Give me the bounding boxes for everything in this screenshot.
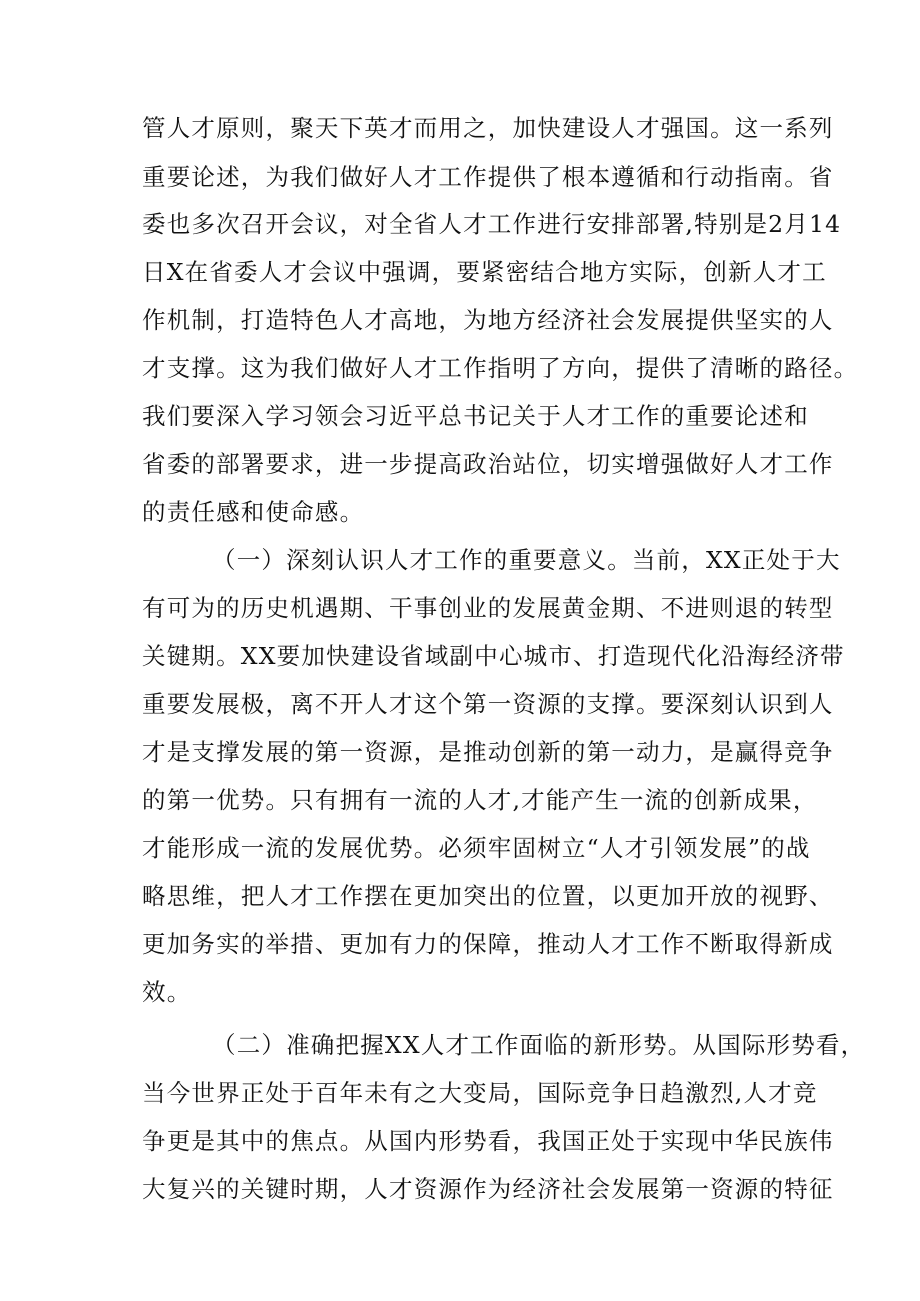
text-line: 的责任感和使命感。	[142, 498, 365, 526]
text-line: 关键期。XX要加快建设省域副中心城市、打造现代化沿海经济带	[142, 642, 845, 670]
text-line: 略思维，把人才工作摆在更加突出的位置，以更加开放的视野、	[142, 882, 834, 910]
text-line: 才支撑。这为我们做好人才工作指明了方向，提供了清晰的路径。	[142, 354, 859, 382]
text-line: 才能形成一流的发展优势。必须牢固树立“人才引领发展”的战	[142, 834, 811, 862]
text-line: 我们要深入学习领会习近平总书记关于人才工作的重要论述和	[142, 402, 809, 430]
text-line: 争更是其中的焦点。从国内形势看，我国正处于实现中华民族伟	[142, 1127, 834, 1155]
text-line: 省委的部署要求，进一步提高政治站位，切实增强做好人才工作	[142, 450, 834, 478]
section-heading-line: （一）深刻认识人才工作的重要意义。当前，XX正处于大	[212, 546, 841, 574]
text-line: 效。	[142, 978, 192, 1006]
section-heading-line: （二）准确把握XX人才工作面临的新形势。从国际形势看，	[212, 1031, 866, 1059]
text-line: 重要论述，为我们做好人才工作提供了根本遵循和行动指南。省	[142, 163, 834, 191]
text-line: 作机制，打造特色人才高地，为地方经济社会发展提供坚实的人	[142, 306, 834, 334]
text-line: 当今世界正处于百年未有之大变局，国际竞争日趋激烈,人才竞	[142, 1079, 818, 1107]
text-line: 重要发展极，离不开人才这个第一资源的支撑。要深刻认识到人	[142, 690, 834, 718]
text-line: 管人才原则，聚天下英才而用之，加快建设人才强国。这一系列	[142, 114, 834, 142]
text-line: 日X在省委人才会议中强调，要紧密结合地方实际，创新人才工	[142, 258, 827, 286]
text-line: 有可为的历史机遇期、干事创业的发展黄金期、不进则退的转型	[142, 594, 834, 622]
text-line: 才是支撑发展的第一资源，是推动创新的第一动力，是赢得竞争	[142, 738, 834, 766]
text-line: 更加务实的举措、更加有力的保障，推动人才工作不断取得新成	[142, 930, 834, 958]
text-line: 大复兴的关键时期，人才资源作为经济社会发展第一资源的特征	[142, 1175, 834, 1203]
text-line: 的第一优势。只有拥有一流的人才,才能产生一流的创新成果，	[142, 786, 818, 814]
text-line: 委也多次召开会议，对全省人才工作进行安排部署,特别是2月14	[142, 210, 842, 238]
